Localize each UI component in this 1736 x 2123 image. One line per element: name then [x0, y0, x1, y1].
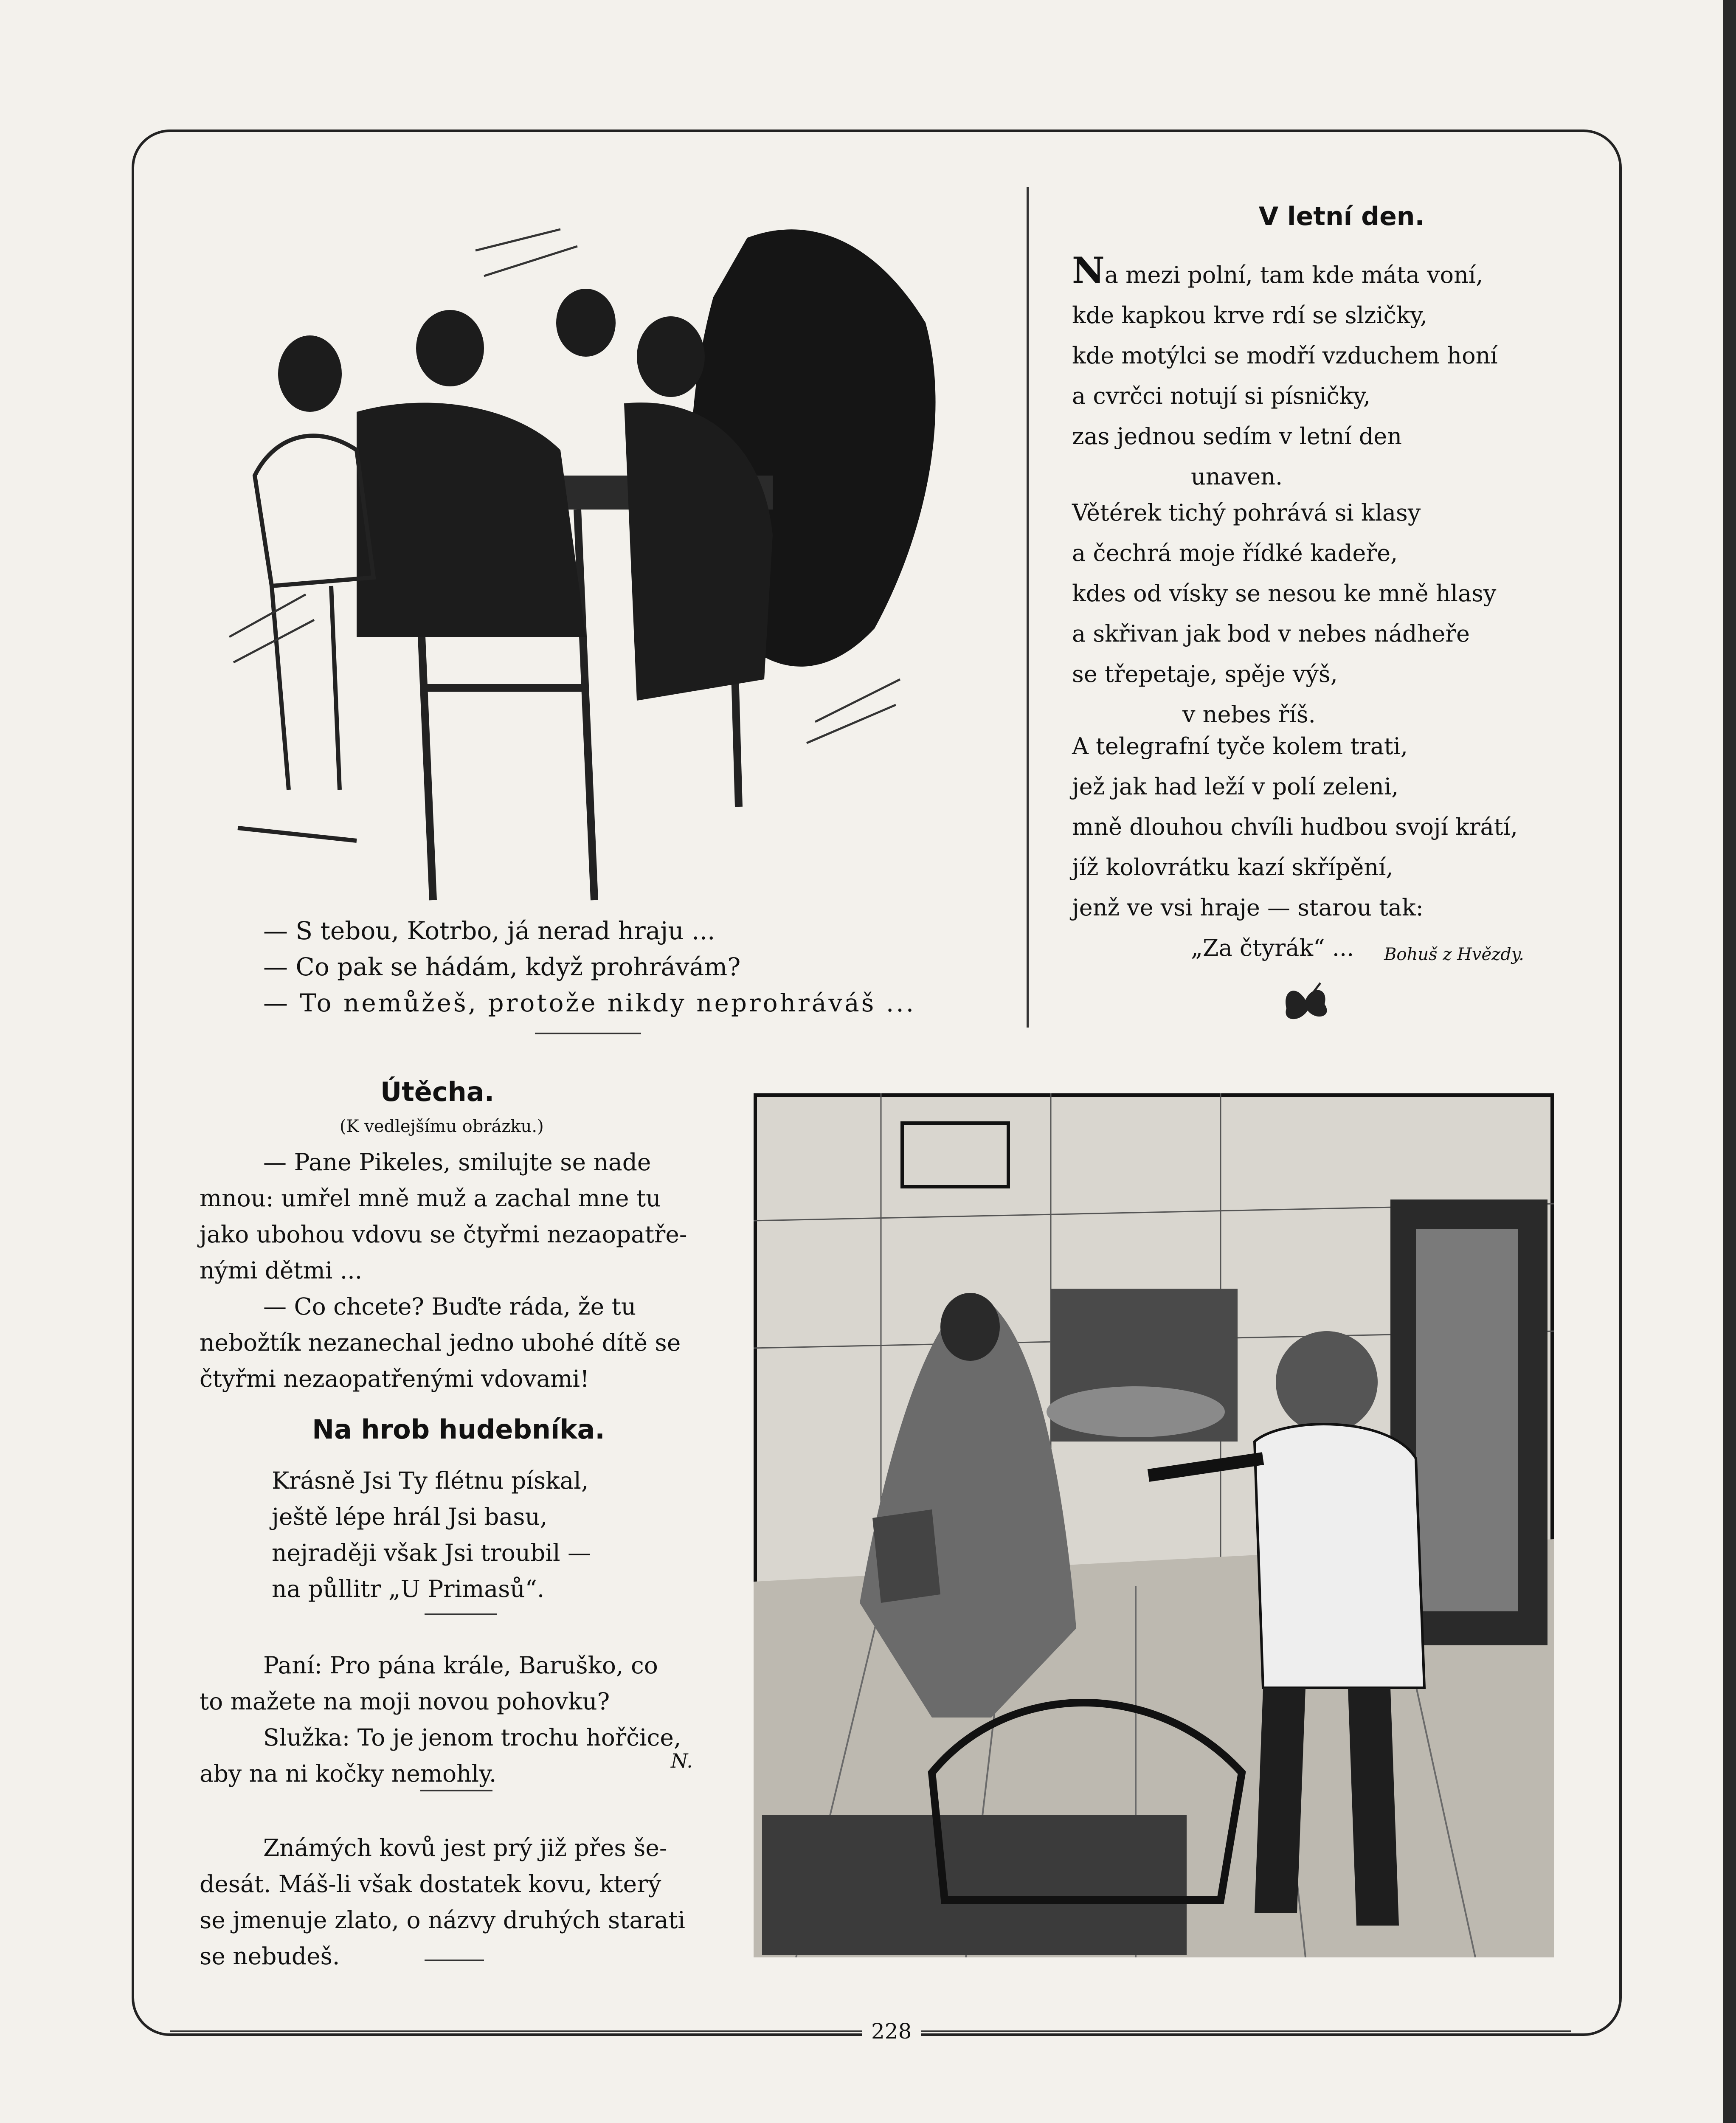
poem-author: Bohuš z Hvězdy.: [1384, 945, 1524, 964]
prose-line: nými dětmi ...: [200, 1257, 363, 1284]
poem-line: jež jak had leží v polí zeleni,: [1072, 773, 1399, 800]
butterfly-ornament: [1278, 979, 1337, 1025]
prose-line: se nebudeš.: [200, 1943, 340, 1970]
poem-line: kde kapkou krve rdí se slzičky,: [1072, 302, 1428, 329]
prose-line: se jmenuje zlato, o názvy druhých starati: [200, 1906, 685, 1934]
poem-line: kdes od vísky se nesou ke mně hlasy: [1072, 580, 1497, 607]
prose-line: jako ubohou vdovu se čtyřmi nezaopatře-: [200, 1221, 687, 1248]
column-divider: [1027, 187, 1029, 1028]
hrob-text: [272, 1463, 802, 1607]
room-scene-illustration: [754, 1093, 1554, 1957]
poem-line: jenž ve vsi hraje — starou tak:: [1072, 894, 1424, 921]
poem-line: se třepetaje, spěje výš,: [1072, 661, 1338, 687]
prose-line: nebožtík nezanechal jedno ubohé dítě se: [200, 1329, 681, 1356]
poem-line: a čechrá moje řídké kadeře,: [1072, 540, 1398, 566]
section-divider: [425, 1960, 484, 1961]
utecha-subtitle: (K vedlejšímu obrázku.): [340, 1117, 544, 1136]
caption-line: — S tebou, Kotrbo, já nerad hraju ...: [263, 916, 715, 945]
prose-line: Služka: To je jenom trochu hořčice,: [263, 1724, 681, 1751]
prose-line: nejraději však Jsi troubil —: [272, 1539, 591, 1566]
page-edge: [1723, 0, 1736, 2123]
utecha-text: [200, 1144, 730, 1397]
poem-line: a skřivan jak bod v nebes nádheře: [1072, 620, 1470, 647]
prose-line: to mažete na moji novou pohovku?: [200, 1688, 610, 1715]
poem-line: [1072, 249, 1581, 295]
poem-line: „Za čtyrák“ ...: [1191, 935, 1354, 961]
section-divider: [425, 1613, 497, 1615]
prose-line: mnou: umřel mně muž a zachal mne tu: [200, 1185, 661, 1212]
prose-line: Krásně Jsi Ty flétnu pískal,: [272, 1467, 589, 1494]
prose-line: desát. Máš-li však dostatek kovu, který: [200, 1870, 661, 1898]
section-divider: [535, 1033, 641, 1034]
kovy-text: [200, 1830, 730, 1974]
card-players-illustration: [178, 212, 943, 909]
poem-line-text: a mezi polní, tam kde máta voní,: [1104, 262, 1483, 288]
poem-line: zas jednou sedím v letní den: [1072, 423, 1402, 450]
page-number: 228: [862, 2019, 921, 2044]
prose-line: Paní: Pro pána krále, Baruško, co: [263, 1652, 658, 1679]
poem-stanza-2: [1072, 493, 1581, 735]
prose-line: na půllitr „U Primasů“.: [272, 1575, 545, 1602]
poem-line: mně dlouhou chvíli hudbou svojí krátí,: [1072, 814, 1518, 840]
prose-line: aby na ni kočky nemohly.: [200, 1760, 497, 1787]
prose-line: — Pane Pikeles, smilujte se nade: [263, 1149, 651, 1176]
pani-text: [200, 1647, 730, 1792]
prose-line: ještě lépe hrál Jsi basu,: [272, 1503, 548, 1530]
poem-line: jíž kolovrátku kazí skřípění,: [1072, 854, 1393, 881]
prose-line: — Co chcete? Buďte ráda, že tu: [263, 1293, 636, 1320]
poem-line: unaven.: [1191, 463, 1283, 490]
poem-line: v nebes říš.: [1182, 701, 1316, 728]
poem-line: A telegrafní tyče kolem trati,: [1072, 733, 1408, 760]
poem-stanza-3: [1072, 726, 1581, 968]
prose-line: čtyřmi nezaopatřenými vdovami!: [200, 1365, 590, 1392]
poem-line: kde motýlci se modří vzduchem honí: [1072, 342, 1498, 369]
hrob-title: Na hrob hudebníka.: [312, 1414, 605, 1445]
poem-line: Větérek tichý pohrává si klasy: [1072, 499, 1421, 526]
prose-line: Známých kovů jest prý již přes še-: [263, 1834, 667, 1861]
poem-line: a cvrčci notují si písničky,: [1072, 383, 1371, 409]
drop-cap: N: [1072, 249, 1105, 291]
poem-stanza-1: [1072, 249, 1581, 497]
pani-signature: N.: [671, 1749, 693, 1772]
caption-line: — To nemůžeš, protože nikdy neprohráváš ...: [263, 988, 916, 1017]
utecha-title: Útěcha.: [380, 1076, 495, 1107]
poem-title: V letní den.: [1258, 202, 1425, 231]
section-divider: [420, 1790, 492, 1791]
card-players-caption: [263, 913, 916, 1021]
caption-line: — Co pak se hádám, když prohrávám?: [263, 952, 741, 981]
